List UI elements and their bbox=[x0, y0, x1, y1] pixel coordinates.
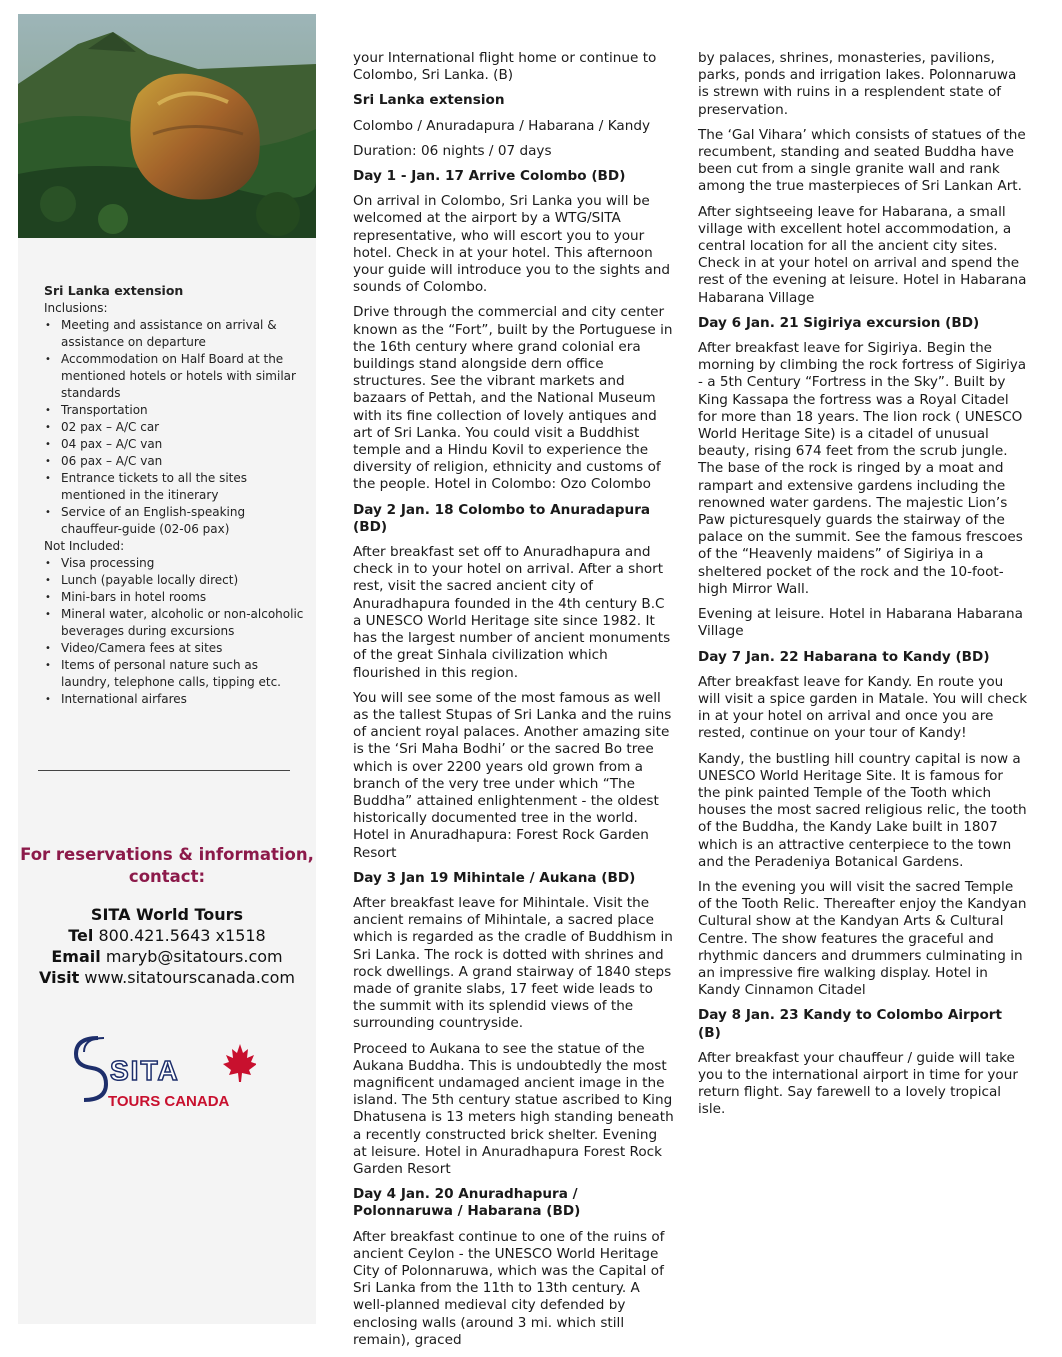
day8-heading: Day 8 Jan. 23 Kandy to Colombo Airport (B) bbox=[698, 1007, 1002, 1041]
list-item: • Transportation bbox=[44, 402, 306, 419]
list-item: • Entrance tickets to all the sites mentioned in the itinerary bbox=[44, 470, 306, 504]
company-name: SITA World Tours bbox=[90, 905, 244, 924]
list-item: • Mini-bars in hotel rooms bbox=[44, 589, 306, 606]
day6-paragraph: After breakfast leave for Sigiriya. Begin the morning by climbing the rock fortress of Sigiriya - a 5th Century “Fortress in the Sky”. Built by King Kassapa the fortress was a Royal Citadel for more than 18 years. The lion rock ( UNESCO World Heritage Site) is a citadel of unusual beauty, rising 674 feet from the scrub jungle. The base of the rock is ringed by a moat and rampart and extensive gardens including the renowned water gardens. The majestic Lion’s Paw picturesquely guards the stairway of the palace on the summit. See the famous frescoes of the “Heavenly maidens” of Sigiriya in a sheltered pocket of the rock and the 10-foot-high Mirror Wall. bbox=[698, 340, 1027, 597]
intro-paragraph: your International flight home or continue to Colombo, Sri Lanka. (B) bbox=[353, 50, 657, 84]
website-line bbox=[18, 967, 316, 988]
not-included-label: Not Included: bbox=[44, 539, 125, 553]
reservations-heading: For reservations & information, contact: bbox=[20, 845, 314, 886]
list-item: • Items of personal nature such as laundry, telephone calls, tipping etc. bbox=[44, 657, 306, 691]
day7-paragraph: After breakfast leave for Kandy. En route you will visit a spice garden in Matale. You will check in at your hotel on arrival and once you are rested, continue on your tour of Kandy! bbox=[698, 673, 1028, 742]
logo-subtitle: TOURS CANADA bbox=[108, 1093, 230, 1110]
contact-block bbox=[18, 904, 316, 988]
tel-label: Tel bbox=[68, 926, 94, 945]
inclusions-title: Sri Lanka extension bbox=[44, 283, 184, 298]
email-link[interactable]: maryb@sitatours.com bbox=[105, 947, 283, 966]
list-item: • Meeting and assistance on arrival & assistance on departure bbox=[44, 317, 306, 351]
day8-paragraph: After breakfast your chauffeur / guide will take you to the international airport in time for your return flight. Say farewell to a lovely tropical isle. bbox=[698, 1049, 1018, 1118]
list-item: • Mineral water, alcoholic or non-alcoholic beverages during excursions bbox=[44, 606, 306, 640]
not-included-list bbox=[44, 555, 306, 708]
day2-paragraph: After breakfast set off to Anuradhapura and check in to your hotel on arrival. After a short rest, visit the sacred ancient city of Anuradhapura founded in the 4th century B.C a UNESCO World Heritage site since 1982. It has the largest number of ancient monuments of the great Sinhala civilization which flourished in this region. bbox=[353, 544, 671, 681]
day3-heading: Day 3 Jan 19 Mihintale / Aukana (BD) bbox=[353, 869, 636, 886]
list-item: • Visa processing bbox=[44, 555, 306, 572]
day3-paragraph: Proceed to Aukana to see the statue of the Aukana Buddha. This is undoubtedly the most magnificent undamaged ancient image in the island. The 5th century statue ascribed to King Dhatusena is 13 meters high standing beneath a recently constructed brick shelter. Evening at leisure. Hotel in Anuradhapura Forest Rock Garden Resort bbox=[353, 1040, 674, 1177]
list-item: • 02 pax – A/C car bbox=[44, 419, 306, 436]
email-label: Email bbox=[51, 947, 101, 966]
day4-heading: Day 4 Jan. 20 Anuradhapura / Polonnaruwa / Habarana (BD) bbox=[353, 1186, 581, 1220]
list-item: • International airfares bbox=[44, 691, 306, 708]
day1-paragraph: Drive through the commercial and city center known as the “Fort”, built by the Portuguese in the 16th century where grand colonial era buildings stand alongside dern office structures. See the vibrant markets and bazaars of Pettah, and the National Museum with its fine collection of lovely antiques and art of Sri Lanka. You could visit a Buddhist temple and a Hindu Kovil to experience the diversity of religion, ethnicity and customs of the people. Hotel in Colombo: Ozo Colombo bbox=[353, 304, 673, 493]
list-item: • Service of an English-speaking chauffeur-guide (02-06 pax) bbox=[44, 504, 306, 538]
day1-heading: Day 1 - Jan. 17 Arrive Colombo (BD) bbox=[353, 168, 626, 185]
itinerary-column-2 bbox=[698, 50, 1028, 1127]
list-item: • Lunch (payable locally direct) bbox=[44, 572, 306, 589]
list-item: • 06 pax – A/C van bbox=[44, 453, 306, 470]
day6-paragraph: Evening at leisure. Hotel in Habarana Habarana Village bbox=[698, 606, 1023, 640]
day4-continued-paragraph: by palaces, shrines, monasteries, pavilions, parks, ponds and irrigation lakes. Polonnaruwa is strewn with ruins in a resplendent state of preservation. bbox=[698, 50, 1017, 118]
gal-vihara-paragraph: The ‘Gal Vihara’ which consists of statues of the recumbent, standing and seated Buddha have been cut from a single granite wall and rank among the true masterpieces of Sri Lankan Art. bbox=[698, 126, 1026, 195]
day3-paragraph: After breakfast leave for Mihintale. Visit the ancient remains of Mihintale, a sacred place which is regarded as the cradle of Buddhism in Sri Lanka. The rock is dotted with shrines and rock dwellings. A grand stairway of 1840 steps made of granite slabs, 17 feet wide leads to the summit with its splendid views of the surrounding countryside. bbox=[353, 894, 673, 1032]
phone-line bbox=[18, 925, 316, 946]
day4-paragraph: After breakfast continue to one of the ruins of ancient Ceylon - the UNESCO World Heritage City of Polonnaruwa, which was the Capital of Sri Lanka from the 11th to 13th century. A well-planned medieval city defended by enclosing walls (around 3 mi. which still remain), graced bbox=[353, 1228, 665, 1348]
day7-heading: Day 7 Jan. 22 Habarana to Kandy (BD) bbox=[698, 648, 990, 665]
day2-paragraph: You will see some of the most famous as well as the tallest Stupas of Sri Lanka and the ruins of ancient royal palaces. Another amazing site is the ‘Sri Maha Bodhi’ or the sacred Bo tree which is over 2200 years old grown from a branch of the very tree under which “The Buddha” attained enlightenment - the oldest historically documented tree in the world. Hotel in Anuradhapura: Forest Rock Garden Resort bbox=[353, 689, 672, 861]
day1-paragraph: On arrival in Colombo, Sri Lanka you will be welcomed at the airport by a WTG/SITA representative, who will escort you to your hotel. Check in at your hotel. This afternoon your guide will introduce you to the sights and sounds of Colombo. bbox=[353, 193, 671, 296]
list-item: • Video/Camera fees at sites bbox=[44, 640, 306, 657]
email-line bbox=[18, 946, 316, 967]
day2-heading: Day 2 Jan. 18 Colombo to Anuradapura (BD) bbox=[353, 501, 651, 535]
list-item: • Accommodation on Half Board at the mentioned hotels or hotels with similar standards bbox=[44, 351, 306, 402]
sigiriya-rock-photo bbox=[18, 14, 316, 238]
inclusions-list bbox=[44, 317, 306, 538]
logo-wordmark: SITA bbox=[110, 1055, 180, 1086]
maple-leaf-icon bbox=[223, 1044, 256, 1082]
visit-label: Visit bbox=[39, 968, 80, 987]
divider bbox=[38, 770, 290, 771]
duration-line: Duration: 06 nights / 07 days bbox=[353, 142, 552, 159]
day6-heading: Day 6 Jan. 21 Sigiriya excursion (BD) bbox=[698, 314, 980, 331]
website-link[interactable]: www.sitatourscanada.com bbox=[84, 968, 295, 987]
route-line: Colombo / Anuradapura / Habarana / Kandy bbox=[353, 117, 650, 134]
phone-number[interactable]: 800.421.5643 x1518 bbox=[98, 926, 266, 945]
sita-logo bbox=[70, 1030, 256, 1110]
sidebar bbox=[18, 14, 316, 1324]
habarana-paragraph: After sightseeing leave for Habarana, a small village with excellent hotel accommodation, a central location for all the ancient city sites. Check in at your hotel on arrival and spend the rest of the evening at leisure. Hotel in Habarana Habarana Village bbox=[698, 203, 1027, 306]
extension-title: Sri Lanka extension bbox=[353, 92, 505, 109]
day7-paragraph: In the evening you will visit the sacred Temple of the Tooth Relic. Thereafter enjoy the Kandyan Cultural show at the Kandyan Arts & Cultural Centre. The show features the graceful and rhythmic dancers and drummers culminating in an impressive fire walking display. Hotel in Kandy Cinnamon Citadel bbox=[698, 878, 1027, 999]
inclusions-label: Inclusions: bbox=[44, 301, 108, 315]
itinerary-column-1 bbox=[353, 50, 675, 1357]
list-item: • 04 pax – A/C van bbox=[44, 436, 306, 453]
day7-paragraph: Kandy, the bustling hill country capital is now a UNESCO World Heritage Site. It is famous for the pink painted Temple of the Tooth which houses the most sacred religious relic, the tooth of the Buddha, the Kandy Lake built in 1807 which is an attractive centerpiece to the town and the Peradeniya Botanical Gardens. bbox=[698, 750, 1027, 870]
inclusions-box bbox=[44, 282, 306, 708]
